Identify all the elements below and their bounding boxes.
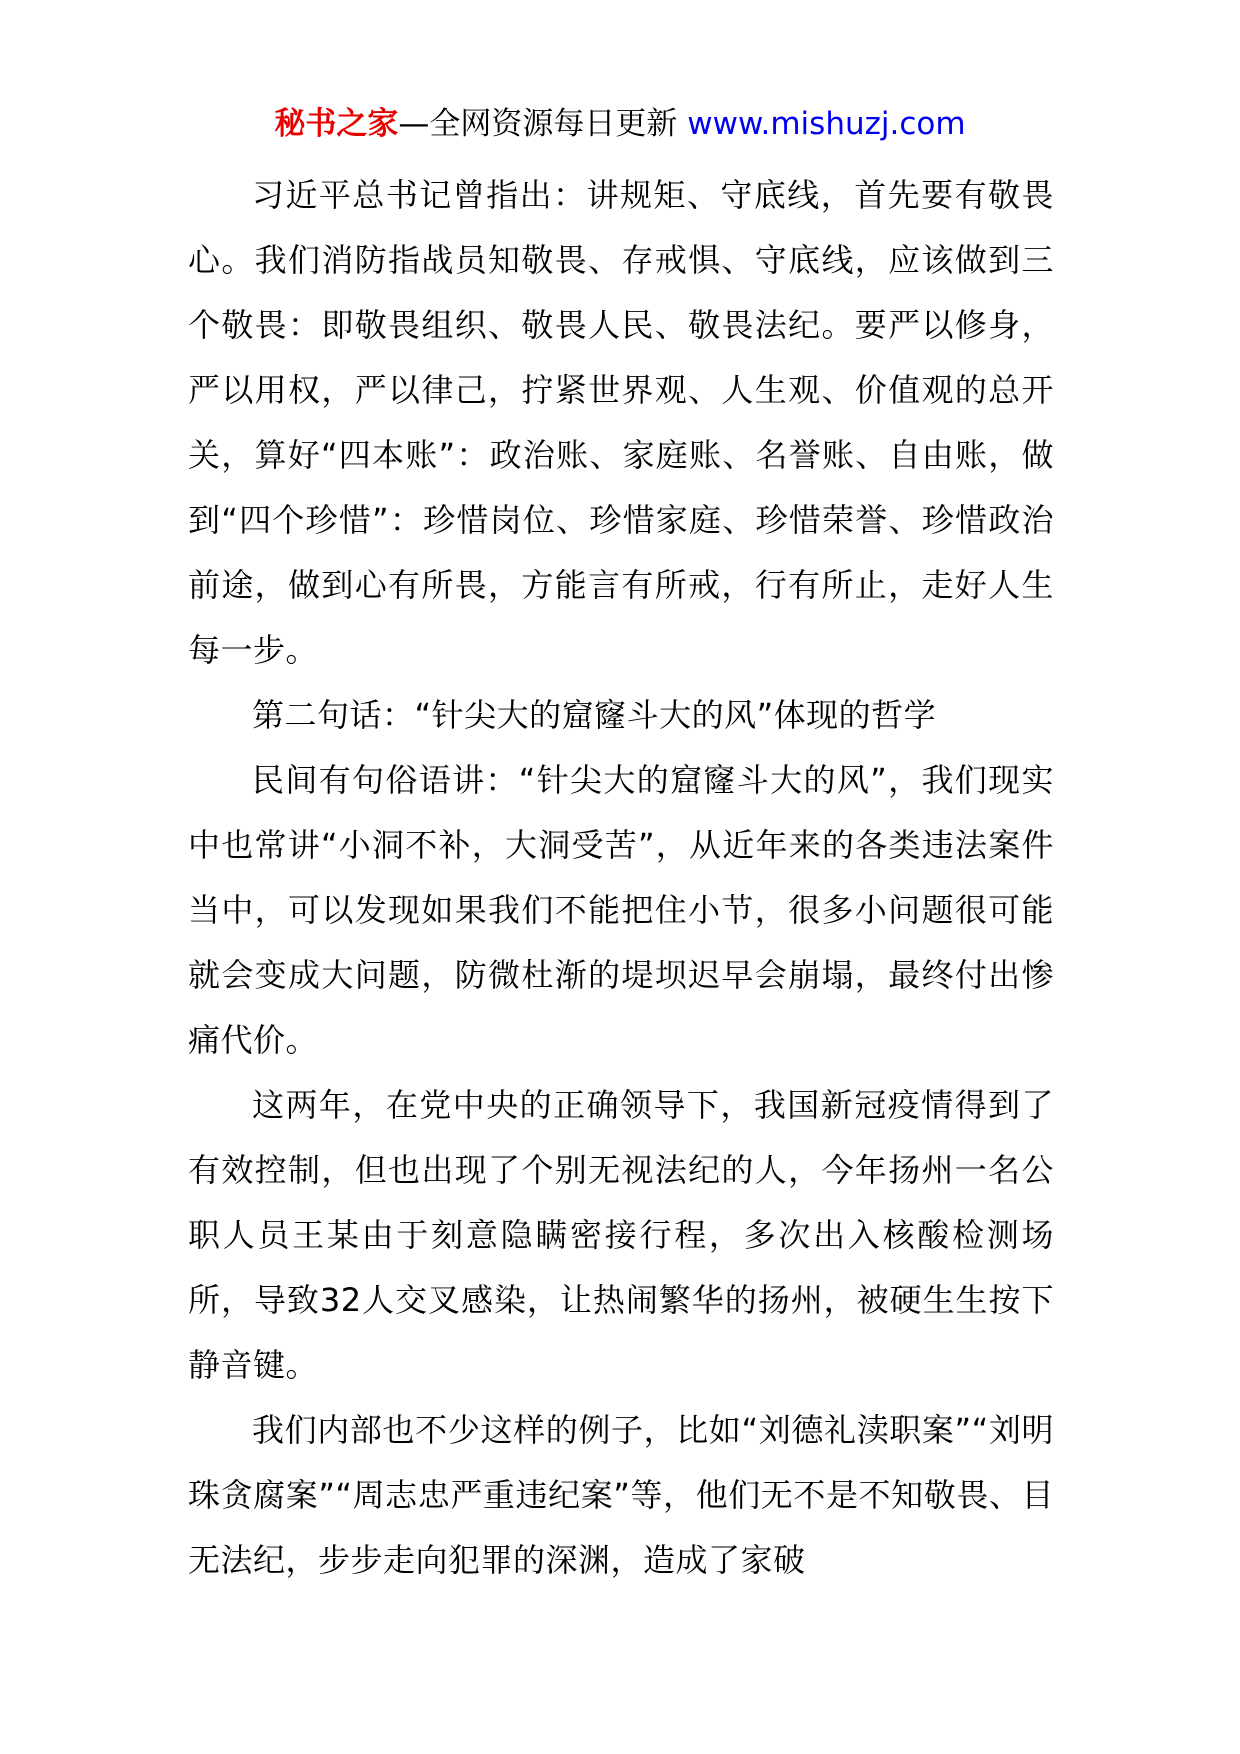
paragraph-4: 我们内部也不少这样的例子，比如“刘德礼渎职案”“刘明珠贪腐案”“周志忠严重违纪案”等，他们无不是不知敬畏、目无法纪，步步走向犯罪的深渊，造成了家破 bbox=[188, 1411, 1054, 1579]
page-header bbox=[0, 102, 1240, 146]
section-heading: 第二句话：“针尖大的窟窿斗大的风”体现的哲学 bbox=[252, 696, 937, 734]
paragraph-3: 这两年，在党中央的正确领导下，我国新冠疫情得到了有效控制，但也出现了个别无视法纪的人，今年扬州一名公职人员王某由于刻意隐瞒密接行程，多次出入核酸检测场所，导致32人交叉感染，让热闹繁华的扬州，被硬生生按下静音键。 bbox=[188, 1086, 1054, 1384]
document-body bbox=[188, 163, 1054, 1593]
header-dash: — bbox=[398, 106, 430, 142]
header-url-link[interactable]: www.mishuzj.com bbox=[687, 106, 966, 142]
paragraph-1: 习近平总书记曾指出：讲规矩、守底线，首先要有敬畏心。我们消防指战员知敬畏、存戒惧、守底线，应该做到三个敬畏：即敬畏组织、敬畏人民、敬畏法纪。要严以修身，严以用权，严以律己，拧紧世界观、人生观、价值观的总开关，算好“四本账”：政治账、家庭账、名誉账、自由账，做到“四个珍惜”：珍惜岗位、珍惜家庭、珍惜荣誉、珍惜政治前途，做到心有所畏，方能言有所戒，行有所止，走好人生每一步。 bbox=[188, 176, 1054, 669]
header-slogan: 全网资源每日更新 bbox=[429, 106, 678, 142]
brand-name: 秘书之家 bbox=[274, 106, 399, 142]
paragraph-2: 民间有句俗语讲：“针尖大的窟窿斗大的风”，我们现实中也常讲“小洞不补，大洞受苦”，从近年来的各类违法案件当中，可以发现如果我们不能把住小节，很多小问题很可能就会变成大问题，防微杜渐的堤坝迟早会崩塌，最终付出惨痛代价。 bbox=[188, 761, 1054, 1059]
